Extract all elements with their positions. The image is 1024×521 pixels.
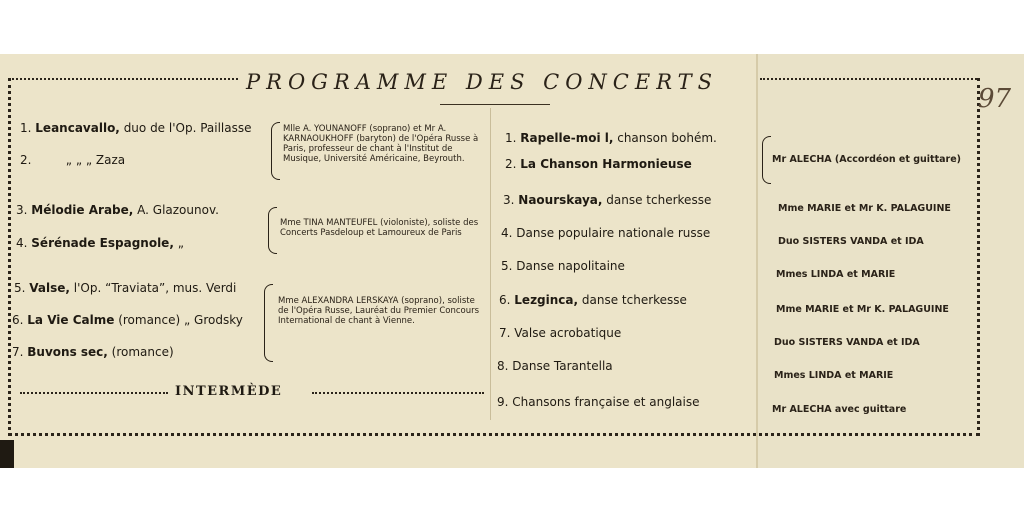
frame-top-left [8, 78, 238, 80]
intermede-heading: INTERMÈDE [175, 384, 283, 399]
right-item-2: 2. La Chanson Harmonieuse [505, 157, 692, 171]
right-item-8: 8. Danse Tarantella [497, 359, 613, 373]
right-performer-5: Mme MARIE et Mr K. PALAGUINE [776, 304, 949, 315]
brace-group-2 [268, 207, 277, 254]
page-number: 97 [978, 84, 1012, 114]
right-item-1: 1. Rapelle-moi l, chanson bohém. [505, 131, 717, 145]
left-item-1: 1. Leancavallo, duo de l'Op. Paillasse [20, 121, 252, 135]
performers-group-3: Mme ALEXANDRA LERSKAYA (soprano), soliste de l'Opéra Russe, Lauréat du Premier Concours International de chant à Vienne. [278, 296, 480, 326]
title-ornament [440, 104, 550, 109]
right-item-9: 9. Chansons française et anglaise [497, 395, 700, 409]
brace-group-1 [271, 122, 280, 180]
performers-group-1: Mlle A. YOUNANOFF (soprano) et Mr A. KARNAOUKHOFF (baryton) de l'Opéra Russe à Paris, professeur de chant à l'Institut de Musique, Université Américaine, Beyrouth. [283, 124, 479, 164]
right-performer-4: Mmes LINDA et MARIE [776, 269, 896, 280]
right-performer-1: Mr ALECHA (Accordéon et guittare) [772, 154, 962, 165]
left-item-3: 3. Mélodie Arabe, A. Glazounov. [16, 203, 219, 217]
right-item-6: 6. Lezginca, danse tcherkesse [499, 293, 687, 307]
right-performer-2: Mme MARIE et Mr K. PALAGUINE [778, 203, 951, 214]
left-item-7: 7. Buvons sec, (romance) [12, 345, 174, 359]
right-item-4: 4. Danse populaire nationale russe [501, 226, 711, 240]
left-item-2: 2. „ „ „ Zaza [20, 153, 126, 167]
brace-group-3 [264, 284, 273, 362]
left-item-5: 5. Valse, l'Op. “Traviata”, mus. Verdi [14, 281, 237, 295]
frame-top-right [760, 78, 980, 80]
right-performer-3: Duo SISTERS VANDA et IDA [778, 236, 924, 247]
right-item-3: 3. Naourskaya, danse tcherkesse [503, 193, 712, 207]
programme-title: PROGRAMME DES CONCERTS [246, 70, 719, 94]
intermede-line-left [20, 392, 168, 394]
right-performer-6: Duo SISTERS VANDA et IDA [774, 337, 920, 348]
right-performer-8: Mr ALECHA avec guittare [772, 404, 907, 415]
brace-right-group-1 [762, 136, 771, 184]
right-item-5: 5. Danse napolitaine [501, 259, 625, 273]
column-divider [490, 108, 491, 420]
intermede-line-right [312, 392, 484, 394]
left-item-4: 4. Sérénade Espagnole, „ [16, 236, 184, 250]
right-item-7: 7. Valse acrobatique [499, 326, 622, 340]
left-item-6: 6. La Vie Calme (romance) „ Grodsky [12, 313, 243, 327]
right-performer-7: Mmes LINDA et MARIE [774, 370, 894, 381]
performers-group-2: Mme TINA MANTEUFEL (violoniste), soliste des Concerts Pasdeloup et Lamoureux de Paris [280, 218, 479, 238]
corner-shadow [0, 440, 14, 468]
